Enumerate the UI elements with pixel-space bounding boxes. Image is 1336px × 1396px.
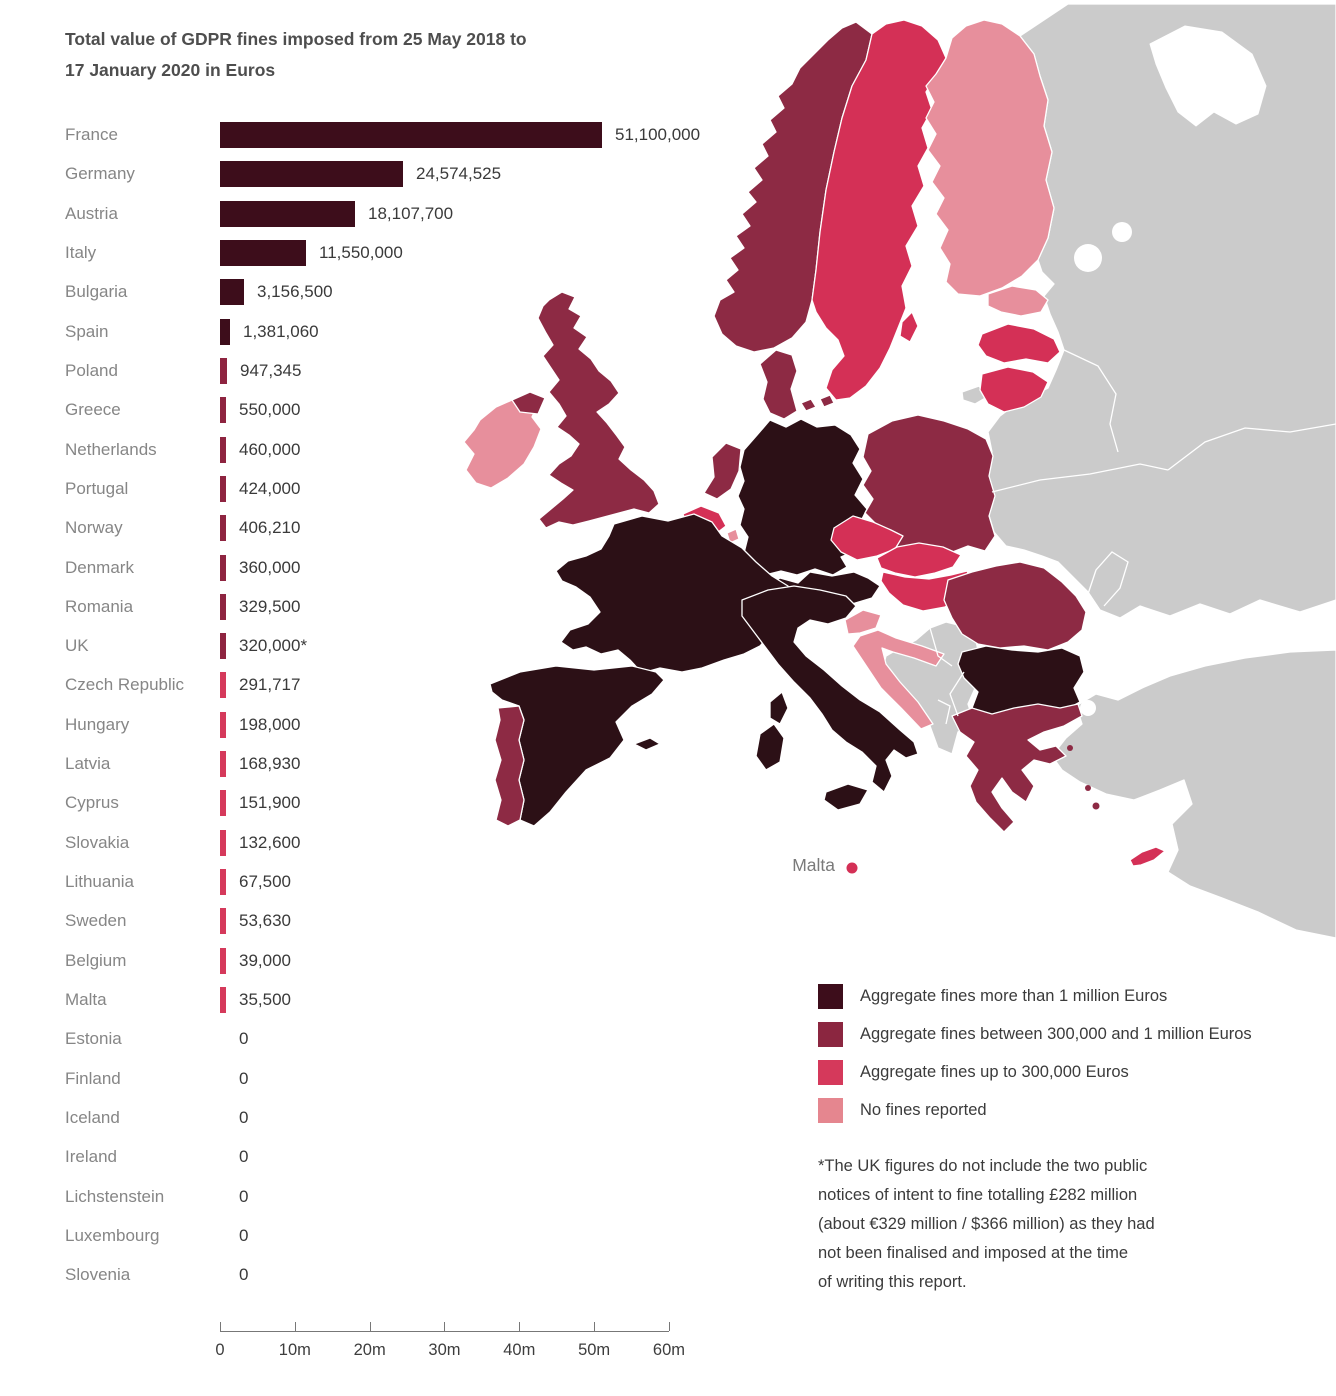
value-label: 550,000: [239, 400, 301, 420]
bar-row-poland: [0, 351, 740, 390]
country-label: Denmark: [65, 557, 134, 577]
axis-tick: [220, 1322, 221, 1331]
axis-tick: [594, 1322, 595, 1331]
country-label: Iceland: [65, 1107, 120, 1127]
denmark_zealand-region: [820, 395, 834, 407]
aegean-island-1: [1067, 745, 1073, 751]
bar: [220, 987, 226, 1013]
map-legend: [818, 984, 1252, 1136]
bar-row-norway: [0, 509, 740, 548]
legend-swatch-icon: [818, 1022, 843, 1047]
country-label: Sweden: [65, 911, 127, 931]
bar-row-romania: [0, 587, 740, 626]
value-label: 0: [239, 1225, 249, 1245]
axis-tick-label: 10m: [278, 1341, 311, 1359]
bar-row-slovakia: [0, 823, 740, 862]
denmark-region: [760, 350, 797, 419]
country-label: Norway: [65, 518, 123, 538]
estonia-region: [988, 286, 1048, 316]
footnote-line: *The UK figures do not include the two public: [818, 1157, 1148, 1175]
bar: [220, 201, 355, 227]
value-label: 424,000: [239, 478, 301, 498]
country-label: Finland: [65, 1068, 121, 1088]
title-line-1: Total value of GDPR fines imposed from 25 May 2018 to: [65, 29, 527, 49]
lake-ladoga: [1074, 244, 1102, 272]
value-label: 67,500: [239, 872, 291, 892]
bar-row-austria: [0, 194, 740, 233]
bar-row-latvia: [0, 744, 740, 783]
bar-row-portugal: [0, 469, 740, 508]
aegean-island-3: [1093, 803, 1100, 810]
axis-tick-label: 40m: [503, 1341, 536, 1359]
cyprus-region: [1130, 847, 1165, 866]
sea-of-marmara: [1080, 700, 1096, 716]
page-title: [65, 24, 527, 86]
uk-footnote: [818, 1152, 1155, 1297]
axis-tick: [370, 1322, 371, 1331]
bar-row-uk: [0, 627, 740, 666]
bar: [220, 948, 226, 974]
value-label: 168,930: [239, 754, 301, 774]
bar: [220, 908, 226, 934]
bar: [220, 830, 226, 856]
value-label: 132,600: [239, 832, 301, 852]
bar: [220, 437, 226, 463]
bar: [220, 397, 226, 423]
country-label: Bulgaria: [65, 282, 128, 302]
value-label: 0: [239, 1147, 249, 1167]
bar-row-sweden: [0, 902, 740, 941]
axis-tick: [444, 1322, 445, 1331]
bar-row-hungary: [0, 705, 740, 744]
bar: [220, 122, 602, 148]
bar: [220, 358, 227, 384]
bar-row-luxembourg: [0, 1216, 740, 1255]
bar: [220, 672, 226, 698]
value-label: 329,500: [239, 596, 301, 616]
value-label: 35,500: [239, 989, 291, 1009]
value-label: 0: [239, 1029, 249, 1049]
legend-swatch-icon: [818, 1098, 843, 1123]
bar-row-belgium: [0, 941, 740, 980]
bar: [220, 161, 403, 187]
bar-row-cyprus: [0, 784, 740, 823]
bar-row-finland: [0, 1059, 740, 1098]
axis-tick-label: 50m: [578, 1341, 611, 1359]
country-label: Slovakia: [65, 832, 130, 852]
axis-tick-label: 30m: [428, 1341, 461, 1359]
bar: [220, 790, 226, 816]
bar-row-france: [0, 116, 740, 155]
value-label: 151,900: [239, 793, 301, 813]
value-label: 198,000: [239, 714, 301, 734]
country-label: France: [65, 125, 118, 145]
legend-swatch-icon: [818, 1060, 843, 1085]
legend-swatch-icon: [818, 984, 843, 1009]
bar-row-lithuania: [0, 862, 740, 901]
bar: [220, 476, 226, 502]
country-label: Latvia: [65, 754, 111, 774]
axis-tick-label: 20m: [353, 1341, 386, 1359]
country-label: Poland: [65, 361, 118, 380]
country-label: Italy: [65, 243, 97, 263]
bar: [220, 515, 226, 541]
value-label: 406,210: [239, 518, 301, 538]
malta-label: Malta: [792, 855, 835, 875]
axis-line: [220, 1331, 669, 1332]
axis-tick: [519, 1322, 520, 1331]
value-label: 460,000: [239, 439, 301, 459]
bar: [220, 319, 230, 345]
axis-tick-label: 60m: [652, 1341, 686, 1359]
footnote-line: not been finalised and imposed at the time: [818, 1244, 1129, 1262]
bar-row-malta: [0, 980, 740, 1019]
value-label: 0: [239, 1265, 249, 1285]
bar: [220, 594, 226, 620]
denmark_funen-region: [801, 399, 816, 411]
legend-label: No fines reported: [860, 1101, 987, 1119]
country-label: Romania: [65, 596, 134, 616]
axis-tick: [669, 1322, 670, 1331]
romania-region: [944, 562, 1086, 650]
bar-row-netherlands: [0, 430, 740, 469]
country-label: Lichstenstein: [65, 1186, 165, 1206]
country-label: Ireland: [65, 1147, 117, 1167]
footnote-line: (about €329 million / $366 million) as they had: [818, 1215, 1155, 1233]
legend-item-no_fines: [818, 1098, 1252, 1123]
bar-row-spain: [0, 312, 740, 351]
bar-row-bulgaria: [0, 273, 740, 312]
bar: [220, 279, 244, 305]
footnote-line: of writing this report.: [818, 1273, 967, 1291]
bar: [220, 240, 306, 266]
sardinia-region: [756, 724, 784, 770]
legend-label: Aggregate fines up to 300,000 Euros: [860, 1063, 1129, 1081]
latvia-region: [978, 324, 1060, 363]
country-label: Estonia: [65, 1029, 122, 1049]
value-label: 24,574,525: [416, 164, 502, 184]
bar-row-iceland: [0, 1098, 740, 1137]
legend-label: Aggregate fines more than 1 million Euros: [860, 987, 1168, 1005]
country-label: Belgium: [65, 950, 127, 970]
country-label: Lithuania: [65, 872, 135, 892]
bar-row-slovenia: [0, 1255, 740, 1294]
bar-row-czech-republic: [0, 666, 740, 705]
bar-row-ireland: [0, 1138, 740, 1177]
country-label: Slovenia: [65, 1265, 131, 1285]
value-label: 53,630: [239, 911, 291, 931]
bar-row-lichstenstein: [0, 1177, 740, 1216]
bar-row-greece: [0, 391, 740, 430]
value-label: 1,381,060: [243, 321, 319, 341]
country-label: Austria: [65, 203, 118, 223]
axis-tick: [295, 1322, 296, 1331]
value-label: 320,000*: [239, 636, 308, 656]
bar-row-germany: [0, 155, 740, 194]
lake-onega: [1112, 222, 1132, 242]
legend-label: Aggregate fines between 300,000 and 1 million Euros: [860, 1025, 1252, 1043]
value-label: 291,717: [239, 675, 301, 695]
bar: [220, 712, 226, 738]
value-label: 18,107,700: [368, 203, 454, 223]
bar-row-denmark: [0, 548, 740, 587]
country-label: Czech Republic: [65, 675, 185, 695]
value-label: 0: [239, 1107, 249, 1127]
value-label: 3,156,500: [257, 282, 333, 302]
value-label: 360,000: [239, 557, 301, 577]
bar: [220, 633, 226, 659]
country-label: Netherlands: [65, 439, 157, 459]
corsica-region: [770, 692, 788, 724]
bar: [220, 751, 226, 777]
bar-row-estonia: [0, 1020, 740, 1059]
axis-tick-label: 0: [215, 1341, 225, 1359]
country-label: Germany: [65, 164, 135, 184]
value-label: 11,550,000: [319, 243, 403, 263]
value-label: 39,000: [239, 950, 291, 970]
country-label: UK: [65, 636, 89, 656]
title-line-2: 17 January 2020 in Euros: [65, 60, 276, 80]
malta-region: [847, 863, 858, 874]
value-label: 0: [239, 1186, 249, 1206]
legend-item-more_than_1m: [818, 984, 1252, 1009]
country-label: Luxembourg: [65, 1225, 160, 1245]
value-label: 0: [239, 1068, 249, 1088]
country-label: Portugal: [65, 478, 129, 498]
country-label: Hungary: [65, 714, 130, 734]
bar: [220, 555, 226, 581]
bar-row-italy: [0, 233, 740, 272]
aegean-island-2: [1085, 785, 1091, 791]
turkey-region: [1052, 650, 1336, 938]
bar: [220, 869, 226, 895]
country-label: Cyprus: [65, 793, 119, 813]
country-label: Greece: [65, 400, 121, 420]
finland-region: [926, 20, 1054, 296]
value-label: 947,345: [240, 361, 302, 380]
country-label: Malta: [65, 989, 107, 1009]
legend-item-300k_to_1m: [818, 1022, 1252, 1047]
legend-item-up_to_300k: [818, 1060, 1252, 1085]
sicily-region: [824, 784, 868, 810]
country-label: Spain: [65, 321, 109, 341]
value-label: 51,100,000: [615, 125, 701, 145]
footnote-line: notices of intent to fine totalling £282 million: [818, 1186, 1138, 1204]
